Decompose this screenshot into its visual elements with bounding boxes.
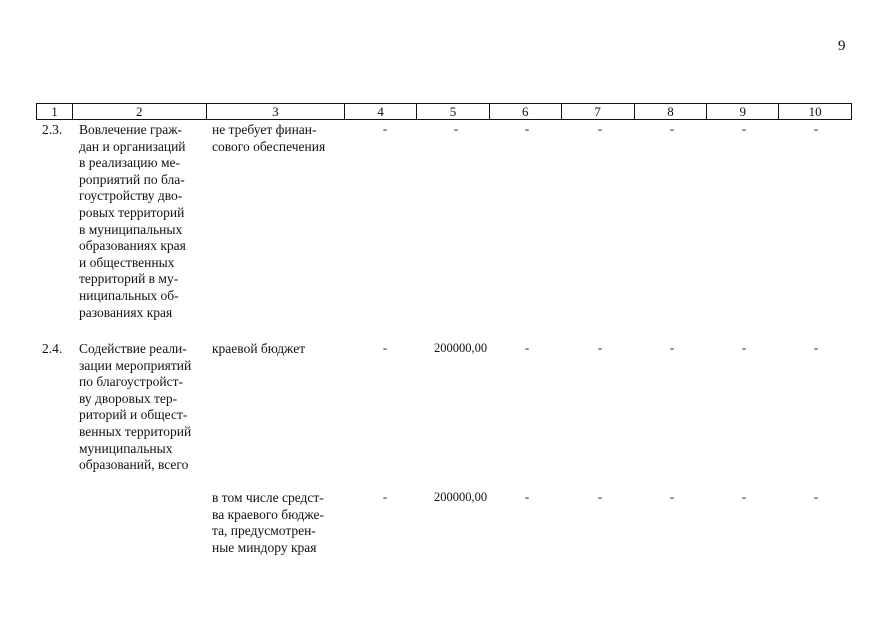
text-line: в том числе средст- (212, 490, 324, 505)
text-line: разованиях края (79, 304, 173, 320)
text-line: ровых территорий (79, 204, 185, 220)
measure-name (79, 122, 201, 321)
header-col-3: 3 (207, 104, 346, 119)
text-line: не требует финан- (212, 122, 317, 137)
text-line: территорий в му- (79, 271, 179, 287)
text-line: роприятий по бла- (79, 171, 185, 187)
cell-col-8: - (669, 121, 675, 136)
cell-col-6: - (524, 121, 530, 136)
header-col-9: 9 (707, 104, 779, 119)
text-line: по благоустройст- (79, 374, 183, 390)
text-line: дан и организаций (79, 138, 186, 154)
text-line: образованиях края (79, 238, 186, 254)
row-number: 2.4. (42, 341, 63, 356)
cell-col-10: - (813, 489, 819, 504)
header-col-1: 1 (37, 104, 73, 119)
text-line: риторий и общест- (79, 407, 188, 423)
funding-source (212, 122, 347, 155)
text-line: ниципальных об- (79, 287, 179, 303)
header-col-5: 5 (417, 104, 490, 119)
cell-col-9: - (741, 489, 747, 504)
cell-col-5: - (453, 121, 459, 136)
funding-source (212, 341, 347, 358)
text-line: ные миндору края (212, 539, 317, 555)
text-line: та, предусмотрен- (212, 523, 316, 539)
text-line: Содействие реали- (79, 341, 187, 356)
cell-col-7: - (597, 489, 603, 504)
text-line: ву дворовых тер- (79, 390, 178, 406)
cell-col-6: - (524, 340, 530, 355)
text-line: муниципальных (79, 440, 173, 456)
cell-col-7: - (597, 340, 603, 355)
text-line: в муниципальных (79, 221, 183, 237)
cell-col-7: - (597, 121, 603, 136)
cell-col-8: - (669, 489, 675, 504)
text-line: сового обеспечения (212, 138, 326, 154)
text-line: зации мероприятий (79, 357, 192, 373)
text-line: образований, всего (79, 457, 189, 473)
cell-col-9: - (741, 340, 747, 355)
header-col-4: 4 (345, 104, 417, 119)
text-line: ва краевого бюдже- (212, 506, 324, 522)
funding-source (212, 490, 342, 556)
cell-col-9: - (741, 121, 747, 136)
text-line: краевой бюджет (212, 341, 306, 356)
cell-col-10: - (813, 121, 819, 136)
header-col-6: 6 (490, 104, 562, 119)
cell-col-5: 200000,00 (434, 490, 488, 504)
header-col-10: 10 (808, 104, 822, 119)
cell-col-6: - (524, 489, 530, 504)
cell-col-10: - (813, 340, 819, 355)
header-col-8: 8 (635, 104, 708, 119)
cell-col-4: - (382, 121, 388, 136)
text-line: в реализацию ме- (79, 155, 180, 171)
page-number: 9 (838, 38, 846, 54)
measure-name (79, 341, 201, 474)
cell-col-4: - (382, 340, 388, 355)
cell-col-5: 200000,00 (434, 341, 488, 355)
cell-col-4: - (382, 489, 388, 504)
cell-col-8: - (669, 340, 675, 355)
header-col-2: 2 (73, 104, 207, 119)
text-line: гоустройству дво- (79, 188, 183, 204)
header-col-7: 7 (562, 104, 635, 119)
table-header-row (36, 103, 852, 120)
text-line: и общественных (79, 254, 175, 270)
row-number: 2.3. (42, 122, 63, 137)
text-line: венных территорий (79, 423, 192, 439)
text-line: Вовлечение граж- (79, 122, 183, 137)
